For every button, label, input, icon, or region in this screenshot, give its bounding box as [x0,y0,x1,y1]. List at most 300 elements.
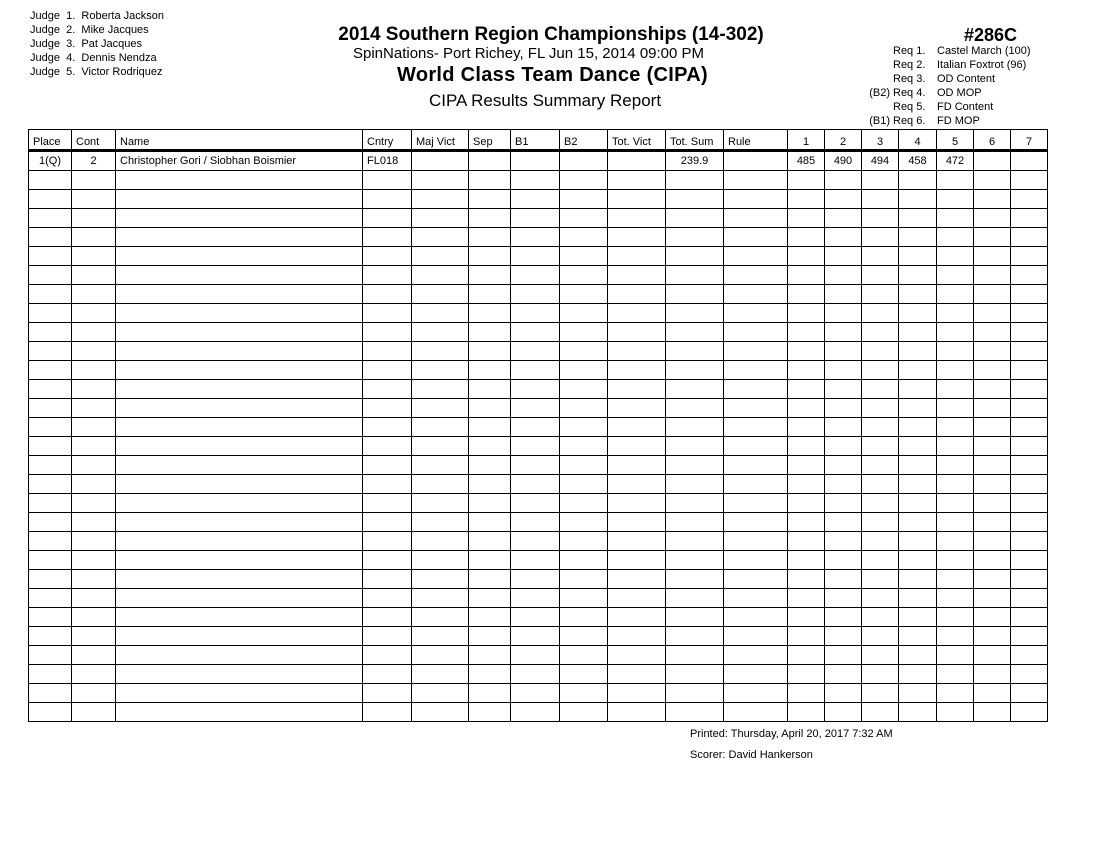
col-sep: Sep [469,130,511,151]
empty-cell [1011,494,1048,513]
empty-cell [608,532,666,551]
col-judge-4: 4 [899,130,937,151]
col-maj-vict: Maj Vict [412,130,469,151]
empty-cell [724,513,788,532]
empty-cell [788,665,825,684]
empty-cell [469,304,511,323]
col-name: Name [116,130,363,151]
empty-cell [724,703,788,722]
empty-cell [412,703,469,722]
empty-cell [363,399,412,418]
empty-cell [469,646,511,665]
empty-cell [899,399,937,418]
empty-cell [72,494,116,513]
empty-cell [72,437,116,456]
empty-cell [511,418,560,437]
cell-judge-2: 490 [825,151,862,171]
empty-cell [862,665,899,684]
empty-cell [363,304,412,323]
empty-cell [899,285,937,304]
empty-cell [724,665,788,684]
empty-cell [469,608,511,627]
cell-tot-sum: 239.9 [666,151,724,171]
empty-cell [1011,532,1048,551]
empty-cell [608,513,666,532]
empty-cell [825,399,862,418]
empty-cell [116,551,363,570]
col-tot-vict: Tot. Vict [608,130,666,151]
empty-cell [469,475,511,494]
empty-cell [899,361,937,380]
empty-cell [469,665,511,684]
empty-cell [116,665,363,684]
empty-cell [560,437,608,456]
empty-cell [724,361,788,380]
empty-cell [974,247,1011,266]
table-row-empty [29,437,1048,456]
empty-cell [862,703,899,722]
cell-tot-vict [608,151,666,171]
empty-cell [974,551,1011,570]
empty-cell [862,513,899,532]
empty-cell [788,532,825,551]
empty-cell [724,228,788,247]
empty-cell [29,589,72,608]
empty-cell [862,627,899,646]
cell-judge-6 [974,151,1011,171]
empty-cell [1011,456,1048,475]
empty-cell [724,684,788,703]
empty-cell [560,532,608,551]
empty-cell [825,190,862,209]
table-row-empty [29,627,1048,646]
empty-cell [560,684,608,703]
empty-cell [825,532,862,551]
empty-cell [72,703,116,722]
empty-cell [862,266,899,285]
empty-cell [666,513,724,532]
col-cntry: Cntry [363,130,412,151]
empty-cell [899,456,937,475]
empty-cell [469,551,511,570]
empty-cell [825,475,862,494]
empty-cell [29,684,72,703]
empty-cell [560,475,608,494]
col-judge-2: 2 [825,130,862,151]
empty-cell [937,361,974,380]
empty-cell [608,380,666,399]
empty-cell [469,247,511,266]
empty-cell [825,437,862,456]
empty-cell [363,171,412,190]
empty-cell [29,646,72,665]
empty-cell [937,399,974,418]
empty-cell [974,323,1011,342]
empty-cell [825,703,862,722]
empty-cell [116,494,363,513]
empty-cell [29,627,72,646]
empty-cell [29,247,72,266]
empty-cell [469,703,511,722]
empty-cell [862,304,899,323]
empty-cell [862,190,899,209]
col-judge-6: 6 [974,130,1011,151]
empty-cell [412,247,469,266]
empty-cell [72,513,116,532]
empty-cell [363,684,412,703]
empty-cell [1011,665,1048,684]
empty-cell [72,399,116,418]
table-row-empty [29,456,1048,475]
empty-cell [788,570,825,589]
empty-cell [788,513,825,532]
empty-cell [72,190,116,209]
empty-cell [363,494,412,513]
empty-cell [412,380,469,399]
empty-cell [412,361,469,380]
empty-cell [511,171,560,190]
empty-cell [1011,608,1048,627]
empty-cell [937,209,974,228]
cell-maj-vict [412,151,469,171]
empty-cell [666,190,724,209]
empty-cell [363,342,412,361]
empty-cell [560,494,608,513]
empty-cell [363,570,412,589]
empty-cell [974,266,1011,285]
empty-cell [825,627,862,646]
empty-cell [974,171,1011,190]
col-judge-1: 1 [788,130,825,151]
empty-cell [72,228,116,247]
empty-cell [29,323,72,342]
empty-cell [29,418,72,437]
empty-cell [511,589,560,608]
empty-cell [666,684,724,703]
empty-cell [666,342,724,361]
empty-cell [469,228,511,247]
empty-cell [724,209,788,228]
empty-cell [937,513,974,532]
empty-cell [899,570,937,589]
empty-cell [511,684,560,703]
empty-cell [724,323,788,342]
empty-cell [116,228,363,247]
col-cont: Cont [72,130,116,151]
empty-cell [862,570,899,589]
empty-cell [1011,437,1048,456]
empty-cell [937,437,974,456]
printed-timestamp: Printed: Thursday, April 20, 2017 7:32 AM [690,728,893,740]
empty-cell [560,589,608,608]
empty-cell [363,285,412,304]
table-row [29,151,1048,171]
empty-cell [937,266,974,285]
empty-cell [608,551,666,570]
empty-cell [511,380,560,399]
empty-cell [937,627,974,646]
empty-cell [937,247,974,266]
empty-cell [666,532,724,551]
empty-cell [29,228,72,247]
empty-cell [937,304,974,323]
empty-cell [724,285,788,304]
empty-cell [72,171,116,190]
empty-cell [937,190,974,209]
empty-cell [1011,570,1048,589]
empty-cell [899,190,937,209]
cell-judge-7 [1011,151,1048,171]
empty-cell [608,171,666,190]
empty-cell [937,380,974,399]
empty-cell [974,228,1011,247]
empty-cell [412,665,469,684]
table-row-empty [29,342,1048,361]
empty-cell [825,646,862,665]
empty-cell [72,209,116,228]
empty-cell [937,551,974,570]
empty-cell [72,608,116,627]
cell-judge-5: 472 [937,151,974,171]
empty-cell [116,703,363,722]
empty-cell [608,209,666,228]
empty-cell [825,323,862,342]
empty-cell [560,323,608,342]
table-row-empty [29,570,1048,589]
empty-cell [29,266,72,285]
table-row-empty [29,684,1048,703]
col-rule: Rule [724,130,788,151]
table-row-empty [29,399,1048,418]
empty-cell [974,627,1011,646]
empty-cell [608,342,666,361]
requirement-entry: Req 5. FD Content [893,101,994,113]
empty-cell [116,399,363,418]
table-row-empty [29,228,1048,247]
table-row-empty [29,494,1048,513]
empty-cell [937,532,974,551]
empty-cell [666,171,724,190]
empty-cell [974,304,1011,323]
empty-cell [608,285,666,304]
table-row-empty [29,608,1048,627]
empty-cell [1011,380,1048,399]
empty-cell [825,266,862,285]
empty-cell [29,399,72,418]
empty-cell [608,266,666,285]
empty-cell [724,304,788,323]
empty-cell [511,190,560,209]
empty-cell [788,247,825,266]
empty-cell [666,266,724,285]
empty-cell [608,570,666,589]
table-row-empty [29,418,1048,437]
empty-cell [862,494,899,513]
empty-cell [825,380,862,399]
empty-cell [862,532,899,551]
empty-cell [666,703,724,722]
empty-cell [974,342,1011,361]
empty-cell [937,475,974,494]
empty-cell [666,418,724,437]
empty-cell [1011,399,1048,418]
empty-cell [72,684,116,703]
empty-cell [116,570,363,589]
requirement-entry: (B2) Req 4. OD MOP [869,87,982,99]
empty-cell [363,209,412,228]
empty-cell [116,190,363,209]
empty-cell [862,247,899,266]
empty-cell [788,418,825,437]
empty-cell [116,456,363,475]
empty-cell [560,551,608,570]
empty-cell [1011,703,1048,722]
empty-cell [1011,285,1048,304]
empty-cell [788,266,825,285]
empty-cell [469,627,511,646]
empty-cell [1011,589,1048,608]
empty-cell [72,380,116,399]
empty-cell [363,418,412,437]
empty-cell [511,304,560,323]
empty-cell [72,323,116,342]
empty-cell [974,456,1011,475]
empty-cell [666,475,724,494]
empty-cell [412,627,469,646]
empty-cell [974,418,1011,437]
empty-cell [116,684,363,703]
empty-cell [608,665,666,684]
empty-cell [937,228,974,247]
empty-cell [29,570,72,589]
empty-cell [724,494,788,513]
empty-cell [974,380,1011,399]
empty-cell [412,646,469,665]
empty-cell [412,608,469,627]
judge-entry: Judge 5. Victor Rodriquez [30,66,163,78]
empty-cell [899,437,937,456]
empty-cell [29,475,72,494]
empty-cell [608,361,666,380]
empty-cell [29,513,72,532]
empty-cell [974,361,1011,380]
empty-cell [666,361,724,380]
empty-cell [72,418,116,437]
empty-cell [974,608,1011,627]
empty-cell [788,684,825,703]
competition-title: 2014 Southern Region Championships (14-302) [338,24,764,45]
empty-cell [666,608,724,627]
empty-cell [666,646,724,665]
empty-cell [511,361,560,380]
empty-cell [788,304,825,323]
empty-cell [937,456,974,475]
empty-cell [1011,684,1048,703]
empty-cell [899,684,937,703]
empty-cell [363,532,412,551]
empty-cell [608,608,666,627]
empty-cell [862,323,899,342]
empty-cell [511,228,560,247]
empty-cell [825,494,862,513]
empty-cell [937,570,974,589]
empty-cell [666,665,724,684]
empty-cell [788,456,825,475]
empty-cell [862,285,899,304]
empty-cell [862,475,899,494]
empty-cell [1011,190,1048,209]
empty-cell [937,589,974,608]
empty-cell [788,589,825,608]
table-row-empty [29,665,1048,684]
empty-cell [899,247,937,266]
cell-b2 [560,151,608,171]
empty-cell [560,570,608,589]
requirement-entry: Req 1. Castel March (100) [893,45,1031,57]
empty-cell [29,285,72,304]
empty-cell [825,684,862,703]
empty-cell [666,399,724,418]
empty-cell [29,437,72,456]
empty-cell [469,342,511,361]
empty-cell [974,703,1011,722]
empty-cell [469,323,511,342]
col-b1: B1 [511,130,560,151]
empty-cell [72,551,116,570]
empty-cell [608,228,666,247]
empty-cell [560,228,608,247]
table-row-empty [29,190,1048,209]
empty-cell [899,475,937,494]
cell-b1 [511,151,560,171]
empty-cell [825,665,862,684]
empty-cell [72,589,116,608]
empty-cell [469,589,511,608]
empty-cell [72,285,116,304]
empty-cell [511,608,560,627]
empty-cell [363,665,412,684]
empty-cell [825,361,862,380]
table-row-empty [29,323,1048,342]
cell-judge-4: 458 [899,151,937,171]
empty-cell [862,437,899,456]
cell-judge-1: 485 [788,151,825,171]
empty-cell [29,304,72,323]
empty-cell [469,399,511,418]
empty-cell [666,627,724,646]
empty-cell [1011,304,1048,323]
empty-cell [862,456,899,475]
empty-cell [666,285,724,304]
header-row [29,130,1048,151]
empty-cell [511,266,560,285]
empty-cell [788,285,825,304]
empty-cell [825,209,862,228]
table-row-empty [29,703,1048,722]
empty-cell [116,380,363,399]
empty-cell [560,646,608,665]
empty-cell [29,608,72,627]
empty-cell [29,551,72,570]
table-row-empty [29,304,1048,323]
empty-cell [724,342,788,361]
empty-cell [363,247,412,266]
empty-cell [511,323,560,342]
empty-cell [469,285,511,304]
empty-cell [511,399,560,418]
empty-cell [469,684,511,703]
col-judge-7: 7 [1011,130,1048,151]
